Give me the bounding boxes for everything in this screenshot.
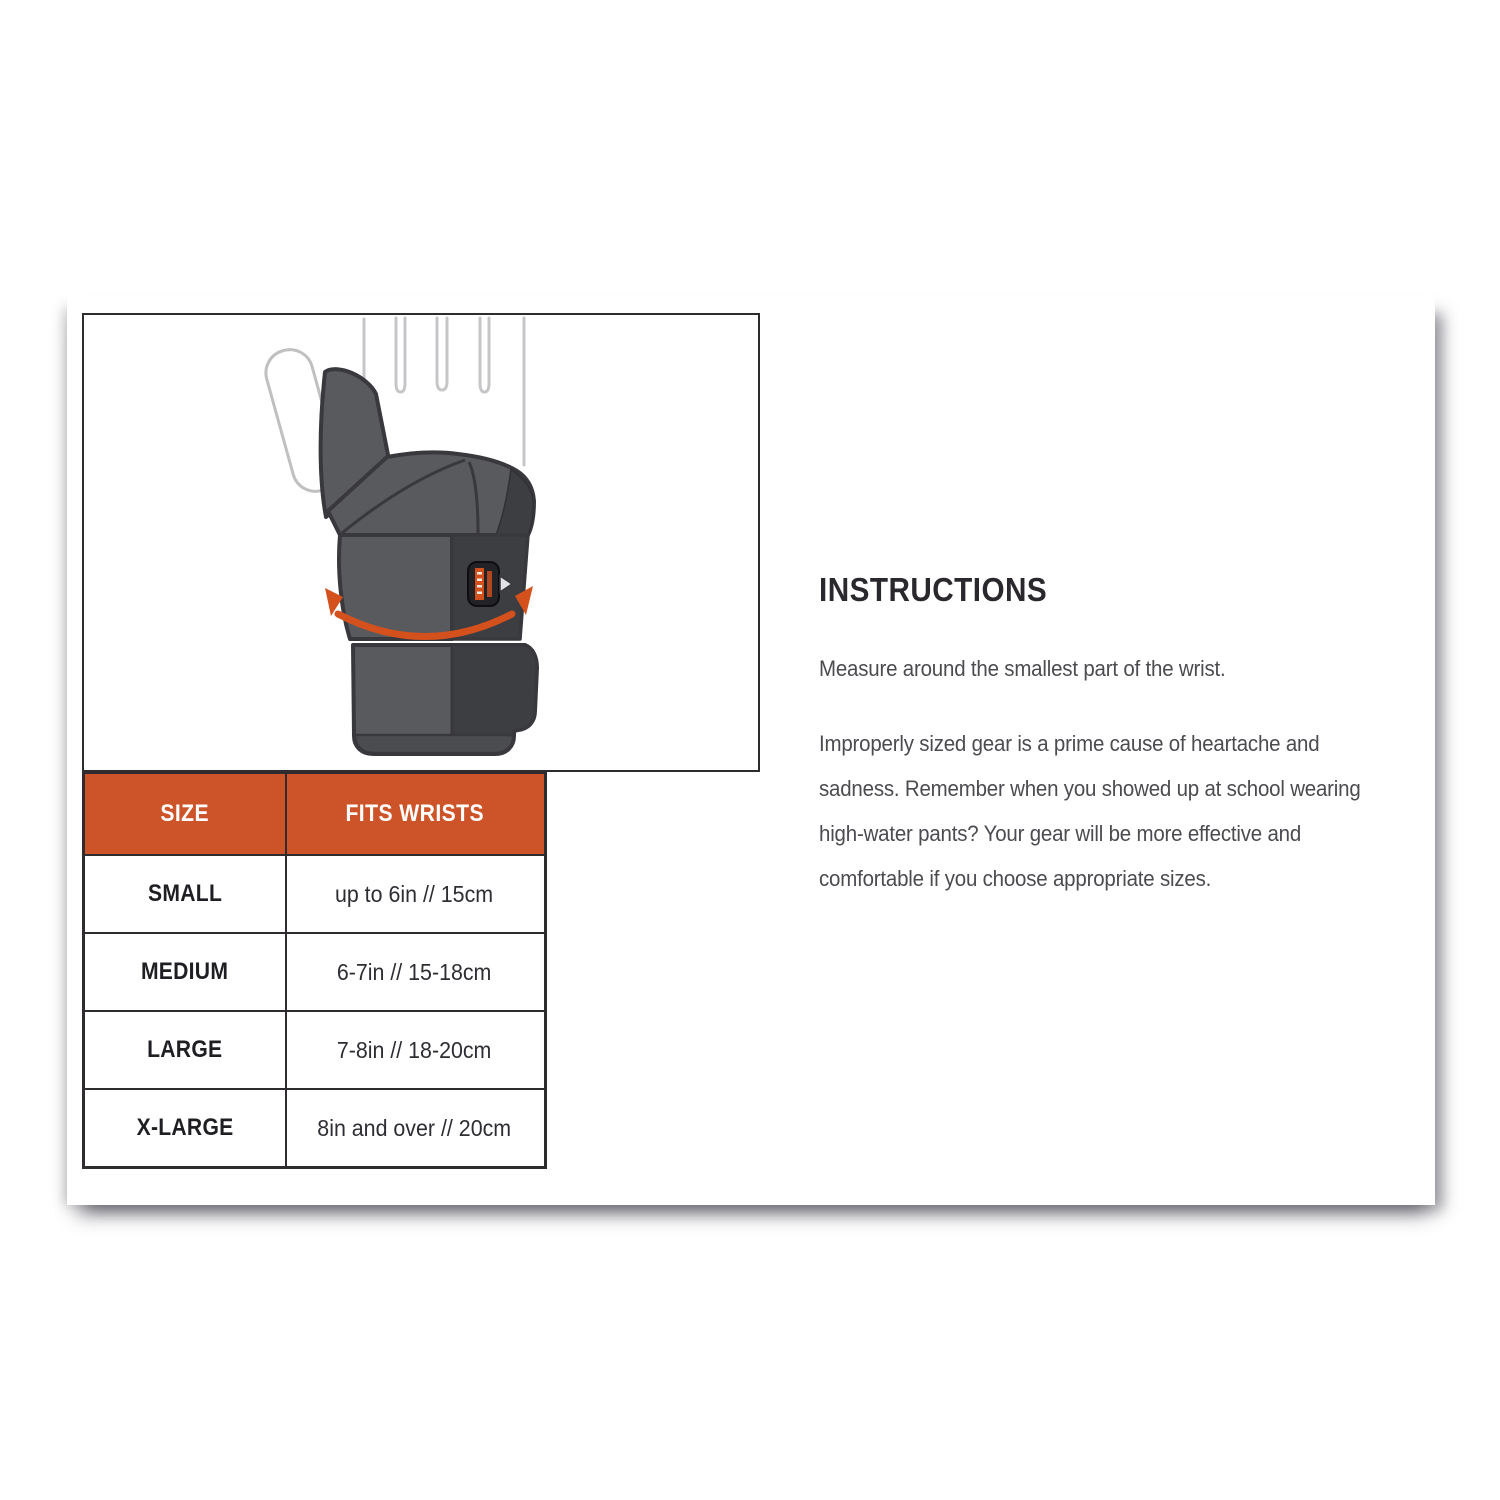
table-row-small	[85, 854, 544, 932]
instructions-section	[819, 570, 1439, 901]
sizing-table	[82, 771, 547, 1169]
header-cell-size	[85, 774, 287, 854]
cuff-bottom-binding	[355, 735, 513, 753]
wrist-brace-body	[321, 369, 537, 754]
instructions-title: INSTRUCTIONS	[819, 571, 1048, 608]
size-value: LARGE	[147, 1036, 223, 1063]
sizing-note-text: Improperly sized gear is a prime cause of heartache and sadness. Remember when you showed up at school wearing high-water pants? Your gear will be more effective and comfortable if you choose appropriate sizes.	[819, 731, 1361, 891]
fits-wrists-value: up to 6in // 15cm	[335, 880, 494, 907]
header-cell-fits-wrists	[287, 774, 542, 854]
table-row-x-large	[85, 1088, 544, 1166]
fits-cell	[287, 934, 542, 1010]
size-column-header: SIZE	[160, 800, 210, 827]
table-row-medium	[85, 932, 544, 1010]
product-info-card	[67, 295, 1435, 1205]
fits-wrists-value: 6-7in // 15-18cm	[337, 958, 492, 985]
wrist-brace-illustration	[82, 313, 760, 772]
fits-cell	[287, 1090, 542, 1166]
fits-cell	[287, 856, 542, 932]
size-value: X-LARGE	[136, 1114, 234, 1141]
size-value: MEDIUM	[141, 958, 229, 985]
fits-wrists-value: 8in and over // 20cm	[317, 1114, 512, 1141]
measure-instruction-text: Measure around the smallest part of the wrist.	[819, 656, 1226, 681]
fits-wrists-column-header: FITS WRISTS	[345, 800, 484, 827]
sizing-table-header-row	[85, 774, 544, 854]
hand-outline	[364, 318, 524, 465]
size-cell	[85, 1012, 287, 1088]
size-cell	[85, 856, 287, 932]
wrist-brace-graphic	[84, 315, 758, 770]
fits-wrists-value: 7-8in // 18-20cm	[337, 1036, 492, 1063]
table-row-large	[85, 1010, 544, 1088]
size-value: SMALL	[147, 880, 223, 907]
size-cell	[85, 934, 287, 1010]
fits-cell	[287, 1012, 542, 1088]
size-cell	[85, 1090, 287, 1166]
